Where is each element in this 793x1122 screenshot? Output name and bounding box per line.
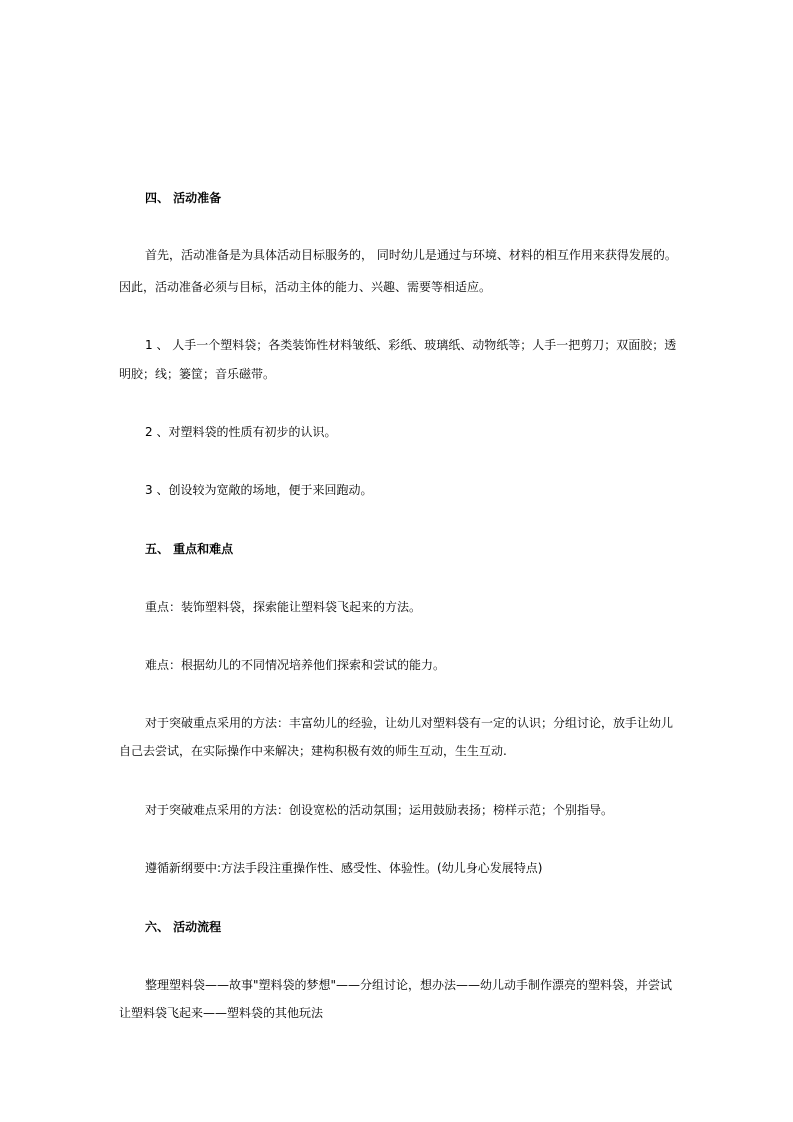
key-method-line-1: 对于突破重点采用的方法：丰富幼儿的经验，让幼儿对塑料袋有一定的认识；分组讨论，放手让幼儿 xyxy=(145,716,674,730)
prep-item-2: 2 、对塑料袋的性质有初步的认识。 xyxy=(145,425,337,439)
guideline-text: 遵循新纲要中:方法手段注重操作性、感受性、体验性。(幼儿身心发展特点) xyxy=(145,861,543,875)
section-4-paragraph-line-1: 首先，活动准备是为具体活动目标服务的， 同时幼儿是通过与环境、材料的相互作用来获得发展的。 xyxy=(145,248,677,262)
key-point-text: 重点：装饰塑料袋，探索能让塑料袋飞起来的方法。 xyxy=(145,600,422,614)
section-4-heading: 四、 活动准备 xyxy=(145,191,222,205)
flow-line-1: 整理塑料袋——故事"塑料袋的梦想"——分组讨论，想办法——幼儿动手制作漂亮的塑料袋，并尝试 xyxy=(145,978,673,992)
key-method-line-2: 自己去尝试，在实际操作中来解决；建构积极有效的师生互动，生生互动. xyxy=(119,744,507,758)
prep-item-1-line-1: 1 、 人手一个塑料袋；各类装饰性材料皱纸、彩纸、玻璃纸、动物纸等；人手一把剪刀；双面胶；透 xyxy=(145,338,677,352)
section-6-heading: 六、 活动流程 xyxy=(145,920,222,934)
flow-line-2: 让塑料袋飞起来——塑料袋的其他玩法 xyxy=(119,1006,324,1020)
difficulty-method: 对于突破难点采用的方法：创设宽松的活动氛围；运用鼓励表扬；榜样示范；个别指导。 xyxy=(145,803,614,817)
section-4-paragraph-line-2: 因此，活动准备必须与目标，活动主体的能力、兴趣、需要等相适应。 xyxy=(119,280,492,294)
prep-item-1-line-2: 明胶；线；篓筐；音乐磁带。 xyxy=(119,367,276,381)
prep-item-3: 3 、创设较为宽敞的场地，便于来回跑动。 xyxy=(145,483,373,497)
section-5-heading: 五、 重点和难点 xyxy=(145,542,234,556)
difficulty-text: 难点：根据幼儿的不同情况培养他们探索和尝试的能力。 xyxy=(145,658,446,672)
